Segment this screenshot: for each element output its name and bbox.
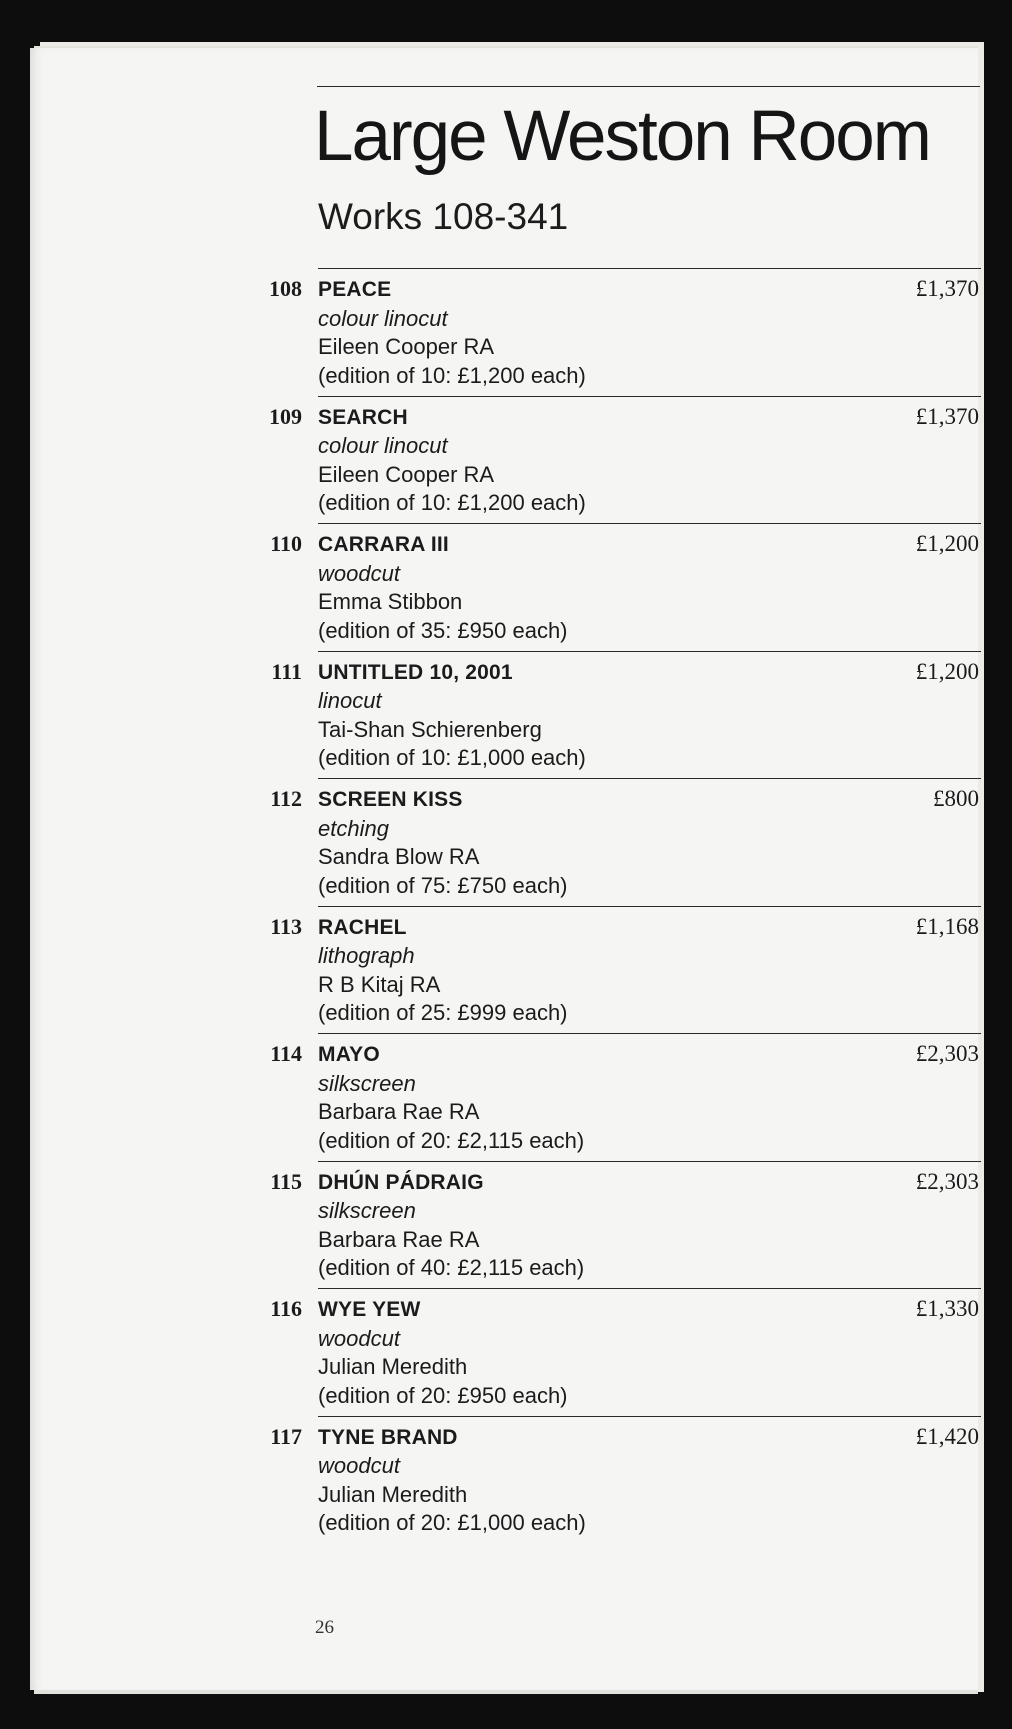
page-subtitle: Works 108-341 [318, 196, 569, 237]
work-title: PEACE [318, 278, 392, 301]
work-artist: Julian Meredith [318, 1354, 468, 1380]
work-medium: woodcut [318, 560, 400, 586]
work-medium: lithograph [318, 943, 415, 969]
work-entry [270, 1416, 981, 1544]
work-details [318, 914, 568, 1028]
work-entry [271, 651, 981, 779]
work-price: £800 [933, 786, 979, 811]
work-artist: Eileen Cooper RA [318, 461, 495, 487]
work-price: £2,303 [915, 1041, 979, 1066]
work-price: £1,200 [915, 658, 979, 684]
work-edition: (edition of 20: £1,000 each) [318, 1510, 586, 1536]
header-rule [317, 86, 980, 87]
work-medium: linocut [318, 688, 382, 714]
work-number: 116 [270, 1296, 302, 1321]
work-price: £1,168 [915, 913, 979, 939]
work-edition: (edition of 75: £750 each) [318, 872, 568, 898]
work-price: £1,420 [915, 1423, 979, 1449]
work-details [318, 1424, 586, 1538]
work-medium: colour linocut [318, 433, 448, 459]
work-entry [270, 1161, 981, 1289]
work-details [318, 404, 586, 518]
work-details [318, 531, 568, 645]
work-title: RACHEL [318, 915, 407, 939]
work-artist: R B Kitaj RA [318, 971, 441, 997]
work-title: WYE YEW [318, 1298, 421, 1321]
work-entry [270, 906, 981, 1034]
work-medium: woodcut [318, 1325, 400, 1351]
work-details [318, 1296, 568, 1410]
work-artist: Eileen Cooper RA [318, 334, 495, 360]
work-title: DHÚN PÁDRAIG [318, 1170, 484, 1194]
work-edition: (edition of 35: £950 each) [318, 617, 568, 643]
work-title: CARRARA III [318, 533, 449, 556]
work-medium: colour linocut [318, 305, 448, 331]
work-number: 115 [270, 1168, 302, 1194]
work-artist: Sandra Blow RA [318, 844, 480, 870]
work-price: £1,370 [915, 403, 979, 429]
work-price: £1,200 [915, 531, 979, 556]
work-edition: (edition of 20: £2,115 each) [318, 1127, 585, 1153]
page-content [269, 86, 982, 1543]
work-entry [269, 268, 981, 396]
work-details [318, 659, 586, 773]
work-number: 112 [270, 786, 302, 811]
work-number: 111 [271, 658, 302, 684]
work-title: MAYO [318, 1043, 380, 1066]
work-entry [270, 523, 981, 651]
work-artist: Julian Meredith [318, 1481, 468, 1507]
work-edition: (edition of 25: £999 each) [318, 1000, 568, 1026]
work-price: £1,370 [915, 276, 979, 301]
work-number: 113 [270, 913, 302, 939]
work-medium: etching [318, 815, 389, 841]
work-artist: Tai-Shan Schierenberg [318, 716, 542, 742]
work-artist: Emma Stibbon [318, 589, 463, 615]
work-number: 109 [269, 403, 302, 429]
work-title: SEARCH [318, 405, 408, 429]
work-number: 110 [270, 531, 302, 556]
work-details [318, 786, 568, 900]
work-details [318, 1041, 584, 1155]
work-entry [269, 396, 981, 524]
work-medium: silkscreen [318, 1070, 416, 1096]
work-edition: (edition of 40: £2,115 each) [318, 1255, 585, 1281]
work-number: 114 [270, 1041, 302, 1066]
work-price: £2,303 [915, 1168, 979, 1194]
work-price: £1,330 [915, 1296, 979, 1321]
work-entry [270, 1033, 981, 1161]
work-artist: Barbara Rae RA [318, 1099, 480, 1125]
work-edition: (edition of 10: £1,200 each) [318, 490, 586, 516]
work-artist: Barbara Rae RA [318, 1226, 480, 1252]
work-medium: woodcut [318, 1453, 400, 1479]
work-title: SCREEN KISS [318, 788, 463, 811]
work-number: 108 [269, 276, 302, 301]
work-entry [270, 778, 981, 906]
work-edition: (edition of 20: £950 each) [318, 1382, 568, 1408]
works-list [269, 268, 982, 1543]
page-title: Large Weston Room [314, 97, 930, 176]
work-details [318, 276, 586, 390]
work-entry [270, 1288, 981, 1416]
work-title: UNTITLED 10, 2001 [318, 660, 513, 684]
page-number: 26 [315, 1617, 334, 1638]
work-edition: (edition of 10: £1,200 each) [318, 362, 586, 388]
work-number: 117 [270, 1423, 302, 1449]
work-edition: (edition of 10: £1,000 each) [318, 745, 586, 771]
work-medium: silkscreen [318, 1198, 416, 1224]
work-title: TYNE BRAND [318, 1425, 458, 1449]
work-details [318, 1169, 584, 1283]
